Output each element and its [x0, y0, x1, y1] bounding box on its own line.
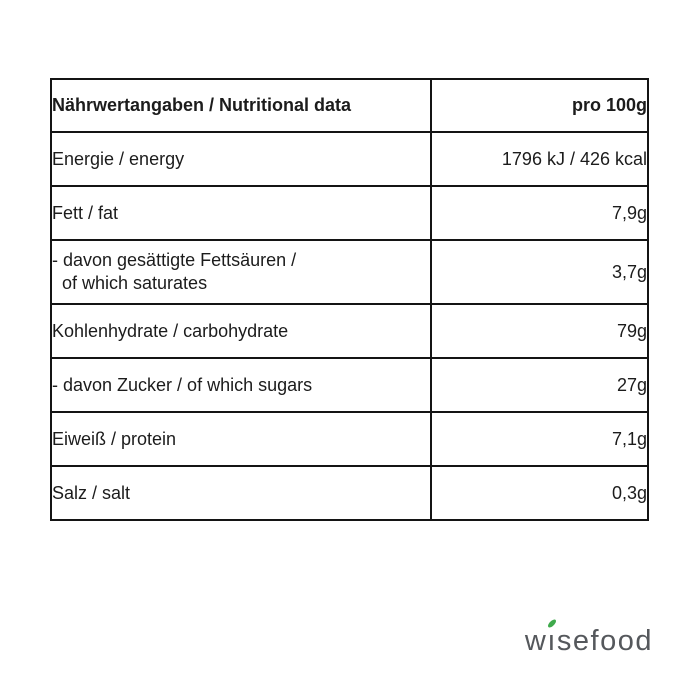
- row-label-line1: - davon gesättigte Fettsäuren /: [52, 250, 297, 270]
- row-value: 27g: [431, 358, 648, 412]
- table-row-protein: [51, 412, 648, 466]
- row-value: 1796 kJ / 426 kcal: [431, 132, 648, 186]
- row-label-line2: of which saturates: [62, 273, 208, 293]
- wisefood-logo: [525, 627, 653, 656]
- logo-dotless-i: ı: [547, 625, 557, 657]
- table-row-energy: [51, 132, 648, 186]
- row-label: Kohlenhydrate / carbohydrate: [51, 304, 431, 358]
- header-value: pro 100g: [431, 79, 648, 132]
- row-value: 79g: [431, 304, 648, 358]
- row-label: Fett / fat: [51, 186, 431, 240]
- row-value: 7,9g: [431, 186, 648, 240]
- row-label: Salz / salt: [51, 466, 431, 520]
- row-label: - davon Zucker / of which sugars: [51, 358, 431, 412]
- row-label: Eiweiß / protein: [51, 412, 431, 466]
- row-label: Energie / energy: [51, 132, 431, 186]
- table-row-saturates: [51, 240, 648, 304]
- header-row: [51, 79, 648, 132]
- table-row-fat: [51, 186, 648, 240]
- table-row-carbohydrate: [51, 304, 648, 358]
- logo-letter-i: [547, 627, 557, 656]
- header-label: Nährwertangaben / Nutritional data: [51, 79, 431, 132]
- table-row-sugars: [51, 358, 648, 412]
- logo-text-before-i: w: [524, 625, 548, 657]
- logo-text-after-i: sefood: [556, 625, 653, 657]
- row-value: 3,7g: [431, 240, 648, 304]
- row-value: 7,1g: [431, 412, 648, 466]
- nutrition-table: [50, 78, 649, 521]
- row-value: 0,3g: [431, 466, 648, 520]
- table-row-salt: [51, 466, 648, 520]
- row-label: [51, 240, 431, 304]
